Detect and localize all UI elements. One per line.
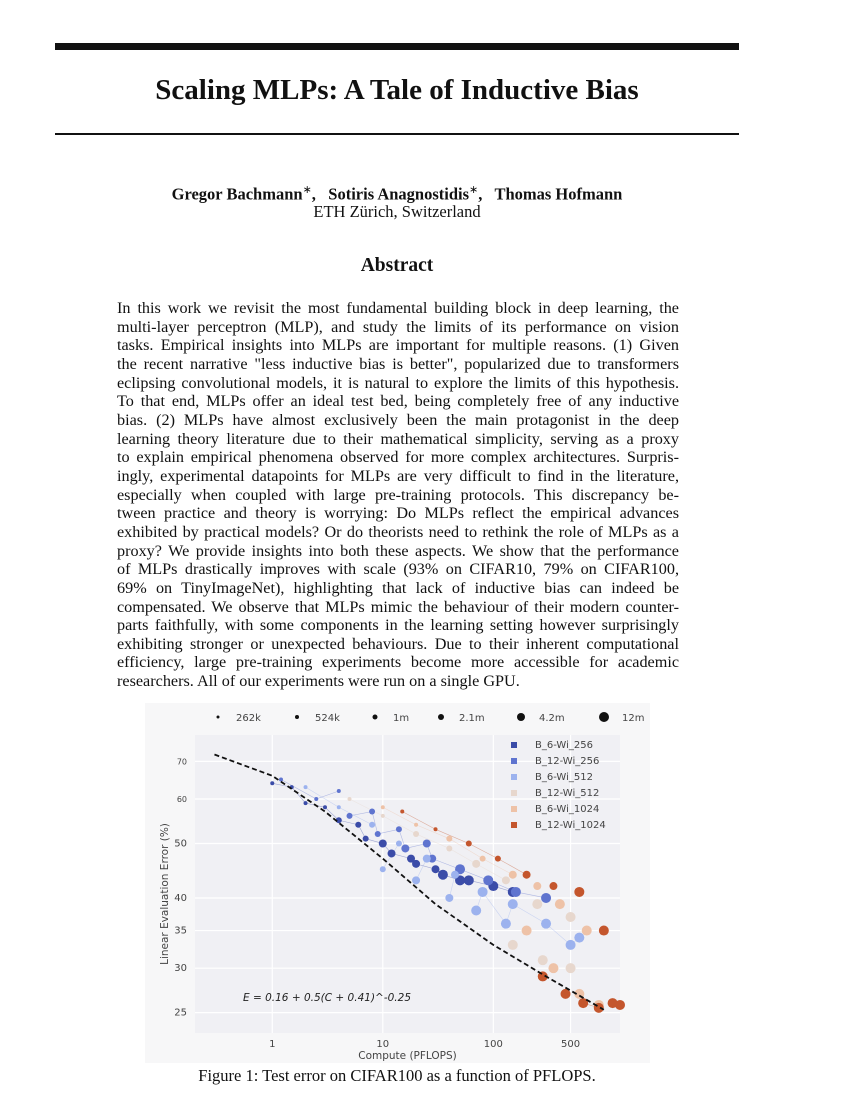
data-point [323, 805, 327, 809]
data-point [599, 926, 609, 936]
y-tick-label: 50 [174, 838, 187, 850]
data-point [501, 919, 511, 929]
data-point [355, 822, 361, 828]
y-tick-label: 25 [174, 1007, 187, 1019]
abstract-line: In this work we revisit the most fundamental building block in deep learning, the [117, 299, 679, 317]
size-legend-marker [373, 715, 378, 720]
data-point [375, 831, 381, 837]
y-axis-label: Linear Evaluation Error (%) [159, 823, 171, 965]
abstract-line: to explain empirical phenomena observed for more complex architectures. Surpris- [117, 448, 679, 467]
data-point [574, 933, 584, 943]
y-tick-label: 30 [174, 963, 187, 975]
legend-swatch [511, 822, 517, 828]
data-point [379, 840, 387, 848]
data-point [438, 870, 448, 880]
legend-swatch [511, 758, 517, 764]
y-tick-label: 70 [176, 757, 187, 767]
size-legend-label: 524k [315, 713, 340, 724]
author-mark: ∗ [302, 184, 312, 196]
data-point [423, 840, 431, 848]
data-point [566, 912, 576, 922]
data-point [483, 875, 493, 885]
data-point [549, 882, 557, 890]
data-point [522, 926, 532, 936]
size-legend-label: 262k [236, 713, 261, 724]
data-point [451, 871, 459, 879]
data-point [478, 887, 488, 897]
legend-label: B_12-Wi_1024 [535, 820, 606, 831]
paper-title: Scaling MLPs: A Tale of Inductive Bias [155, 74, 639, 106]
abstract-line: tween practice and theory is worrying: Do MLPs reflect the empirical advances [117, 504, 679, 523]
data-point [270, 781, 274, 785]
author-name: Gregor Bachmann [171, 184, 303, 204]
abstract-line: efficiency, large pre-training experiments become more accessible for academic [117, 653, 679, 672]
size-legend-label: 12m [622, 713, 645, 724]
y-tick-label: 40 [174, 892, 187, 904]
data-point [533, 882, 541, 890]
abstract-line: exhibiting stronger or unexpected behaviours. Due to their inherent computational [117, 634, 679, 653]
data-point [523, 871, 531, 879]
size-legend-marker [438, 714, 444, 720]
author-name: Thomas Hofmann [494, 184, 623, 204]
data-point [401, 844, 409, 852]
data-point [582, 926, 592, 936]
data-point [434, 827, 438, 831]
abstract-line: tasks. Empirical insights into MLPs are important for multiple reasons. (1) Given [117, 336, 679, 355]
data-point [541, 919, 551, 929]
data-point [466, 841, 472, 847]
abstract-line: bias. (2) MLPs have almost exclusively been the main protagonist in the deep [117, 410, 679, 429]
data-point [407, 855, 415, 863]
x-tick-label: 500 [561, 1039, 581, 1050]
data-point [413, 831, 419, 837]
data-point [464, 875, 474, 885]
data-point [511, 887, 521, 897]
y-tick-label: 35 [174, 925, 187, 937]
data-point [432, 865, 440, 873]
y-tick-label: 60 [176, 795, 187, 805]
data-point [279, 777, 283, 781]
size-legend-marker [217, 716, 220, 719]
fit-equation-label: E = 0.16 + 0.5(C + 0.41)^-0.25 [243, 992, 411, 1004]
legend-label: B_6-Wi_256 [535, 740, 593, 751]
x-tick-label: 1 [269, 1039, 276, 1050]
title-rule [55, 133, 739, 135]
data-point [446, 845, 452, 851]
abstract-line: researchers. All of our experiments were run on a single GPU. [117, 672, 520, 691]
abstract-line: ingly, experimental datapoints for MLPs are very difficult to find in the literature, [117, 466, 679, 485]
scaling-chart [145, 703, 650, 1063]
abstract-line: of MLPs drastically improves with scale (93% on CIFAR10, 79% on CIFAR100, [117, 560, 679, 579]
data-point [472, 860, 480, 868]
data-point [502, 876, 510, 884]
data-point [566, 940, 576, 950]
data-point [548, 963, 558, 973]
data-point [381, 814, 385, 818]
data-point [388, 849, 396, 857]
data-point [363, 836, 369, 842]
figure-1 [145, 703, 650, 1063]
author-list: Gregor Bachmann∗, Sotiris Anagnostidis∗, Thomas Hofmann [171, 184, 623, 204]
data-point [615, 1000, 625, 1010]
legend-label: B_6-Wi_512 [535, 772, 593, 783]
data-point [348, 797, 352, 801]
legend-label: B_12-Wi_256 [535, 756, 600, 767]
data-point [423, 855, 431, 863]
data-point [446, 836, 452, 842]
abstract-line: compensated. We observe that MLPs mimic the behaviour of their modern counter- [117, 597, 679, 616]
legend-swatch [511, 774, 517, 780]
data-point [471, 905, 481, 915]
data-point [532, 899, 542, 909]
x-axis-label: Compute (PFLOPS) [358, 1050, 457, 1062]
legend-swatch [511, 742, 517, 748]
author-mark: ∗ [469, 184, 479, 196]
data-point [495, 856, 501, 862]
data-point [337, 805, 341, 809]
abstract-heading: Abstract [360, 255, 434, 276]
abstract-line: exhibited by practical models? Or do theorists need to rethink the role of MLPs as a [117, 522, 679, 541]
size-legend-marker [295, 715, 299, 719]
data-point [369, 822, 375, 828]
abstract-line: multi-layer perceptron (MLP), and study the limits of its performance on vision [117, 317, 679, 336]
data-point [304, 785, 308, 789]
size-legend-marker [599, 712, 609, 722]
abstract-line: To that end, MLPs offer an ideal test bed, being completely free of any inductive [117, 392, 679, 411]
abstract-line: parts faithfully, with some components in the learning setting however surprisingly [117, 616, 679, 635]
data-point [509, 871, 517, 879]
data-point [414, 823, 418, 827]
data-point [314, 797, 318, 801]
data-point [541, 893, 551, 903]
data-point [396, 826, 402, 832]
abstract-line: 69% on TinyImageNet), highlighting that lack of inductive bias can indeed be [117, 578, 679, 597]
size-legend-label: 4.2m [539, 713, 565, 724]
legend-label: B_12-Wi_512 [535, 788, 600, 799]
data-point [574, 887, 584, 897]
legend-swatch [511, 790, 517, 796]
top-rule [55, 43, 739, 50]
abstract-line: especially when coupled with large pre-training protocols. This discrepancy be- [117, 485, 679, 504]
abstract-body [117, 299, 679, 691]
data-point [555, 899, 565, 909]
abstract-line: learning theory literature due to their mathematical simplicity, serving as a proxy [117, 429, 679, 448]
x-tick-label: 10 [376, 1039, 390, 1050]
data-point [538, 955, 548, 965]
affiliation: ETH Zürich, Switzerland [313, 202, 481, 221]
data-point [304, 801, 308, 805]
abstract-line: proxy? We provide insights into both these aspects. We show that the performance [117, 541, 679, 560]
data-point [347, 813, 353, 819]
size-legend-marker [517, 713, 525, 721]
legend-swatch [511, 806, 517, 812]
abstract-line: the recent narrative "less inductive bias is better", popularized due to transformers [117, 354, 679, 373]
data-point [412, 876, 420, 884]
author-name: Sotiris Anagnostidis [328, 184, 470, 204]
x-tick-label: 100 [483, 1039, 503, 1050]
data-point [508, 940, 518, 950]
data-point [380, 866, 386, 872]
data-point [508, 899, 518, 909]
size-legend-label: 2.1m [459, 713, 485, 724]
data-point [381, 805, 385, 809]
legend-label: B_6-Wi_1024 [535, 804, 600, 815]
data-point [369, 809, 375, 815]
data-point [566, 963, 576, 973]
figure-caption: Figure 1: Test error on CIFAR100 as a function of PFLOPS. [198, 1066, 596, 1085]
abstract-line: eclipsing convolutional models, it is natural to explore the limits of this hypothesis. [117, 373, 679, 392]
size-legend-label: 1m [393, 713, 410, 724]
data-point [400, 810, 404, 814]
data-point [445, 894, 453, 902]
data-point [396, 841, 402, 847]
data-point [480, 856, 486, 862]
data-point [337, 789, 341, 793]
